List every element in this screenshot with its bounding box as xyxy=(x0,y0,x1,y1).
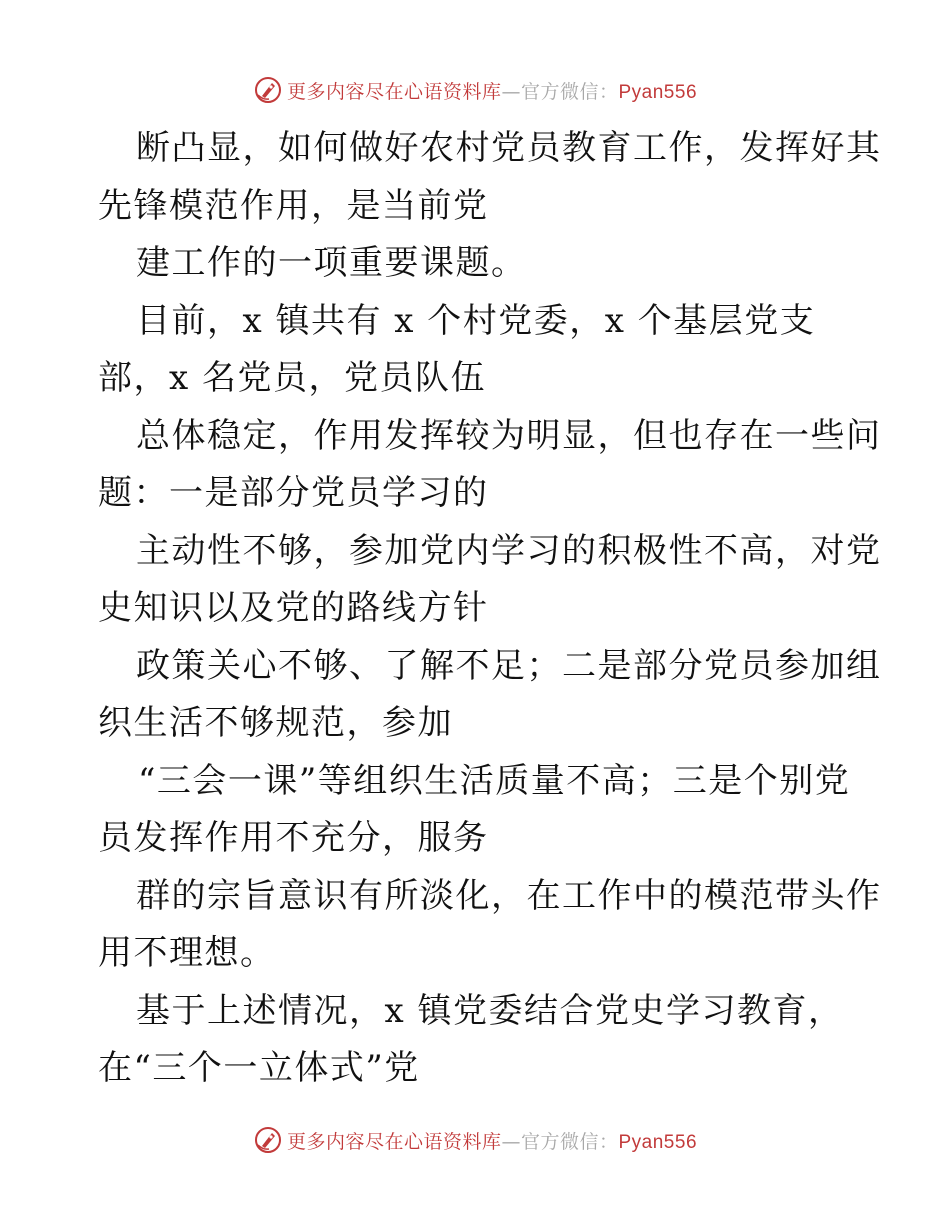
text-line: 部，x 名党员，党员队伍 xyxy=(98,358,486,398)
text-line: 史知识以及党的路线方针 xyxy=(98,588,489,628)
watermark-separator: — xyxy=(501,1130,521,1153)
watermark-header xyxy=(0,72,950,108)
watermark-separator: — xyxy=(501,80,521,103)
text-line: 断凸显，如何做好农村党员教育工作，发挥好其 xyxy=(136,128,882,168)
text-line: 总体稳定，作用发挥较为明显，但也存在一些问 xyxy=(136,415,882,456)
watermark-text xyxy=(287,1127,697,1154)
text-line: 政策关心不够、了解不足；二是部分党员参加组 xyxy=(136,645,882,686)
pen-nib-logo-icon xyxy=(253,1125,283,1155)
text-line: 用不理想。 xyxy=(98,933,276,973)
text-line: 建工作的一项重要课题。 xyxy=(136,243,527,283)
text-line: “三会一课”等组织生活质量不高；三是个别党 xyxy=(138,760,851,801)
watermark-text xyxy=(287,77,697,104)
watermark-official-label: 官方微信： xyxy=(520,1130,619,1153)
text-line: 织生活不够规范，参加 xyxy=(98,703,453,743)
watermark-wechat-id: Pyan556 xyxy=(618,1131,698,1153)
watermark-official-label: 官方微信： xyxy=(520,80,619,103)
watermark-main-text: 更多内容尽在心语资料库 xyxy=(286,80,502,103)
text-line: 员发挥作用不充分，服务 xyxy=(98,818,489,858)
document-body xyxy=(98,120,882,1098)
text-line: 在“三个一立体式”党 xyxy=(98,1048,420,1088)
watermark-wechat-id: Pyan556 xyxy=(618,81,698,103)
text-line: 主动性不够，参加党内学习的积极性不高，对党 xyxy=(136,530,882,571)
text-line: 目前，x 镇共有 x 个村党委，x 个基层党支 xyxy=(136,300,816,341)
watermark-footer xyxy=(0,1122,950,1158)
text-line: 题：一是部分党员学习的 xyxy=(98,473,489,513)
watermark-main-text: 更多内容尽在心语资料库 xyxy=(286,1130,502,1153)
text-line: 先锋模范作用，是当前党 xyxy=(98,185,489,226)
pen-nib-logo-icon xyxy=(253,75,283,105)
text-line: 基于上述情况，x 镇党委结合党史学习教育， xyxy=(136,990,844,1031)
text-line: 群的宗旨意识有所淡化，在工作中的模范带头作 xyxy=(136,875,882,916)
